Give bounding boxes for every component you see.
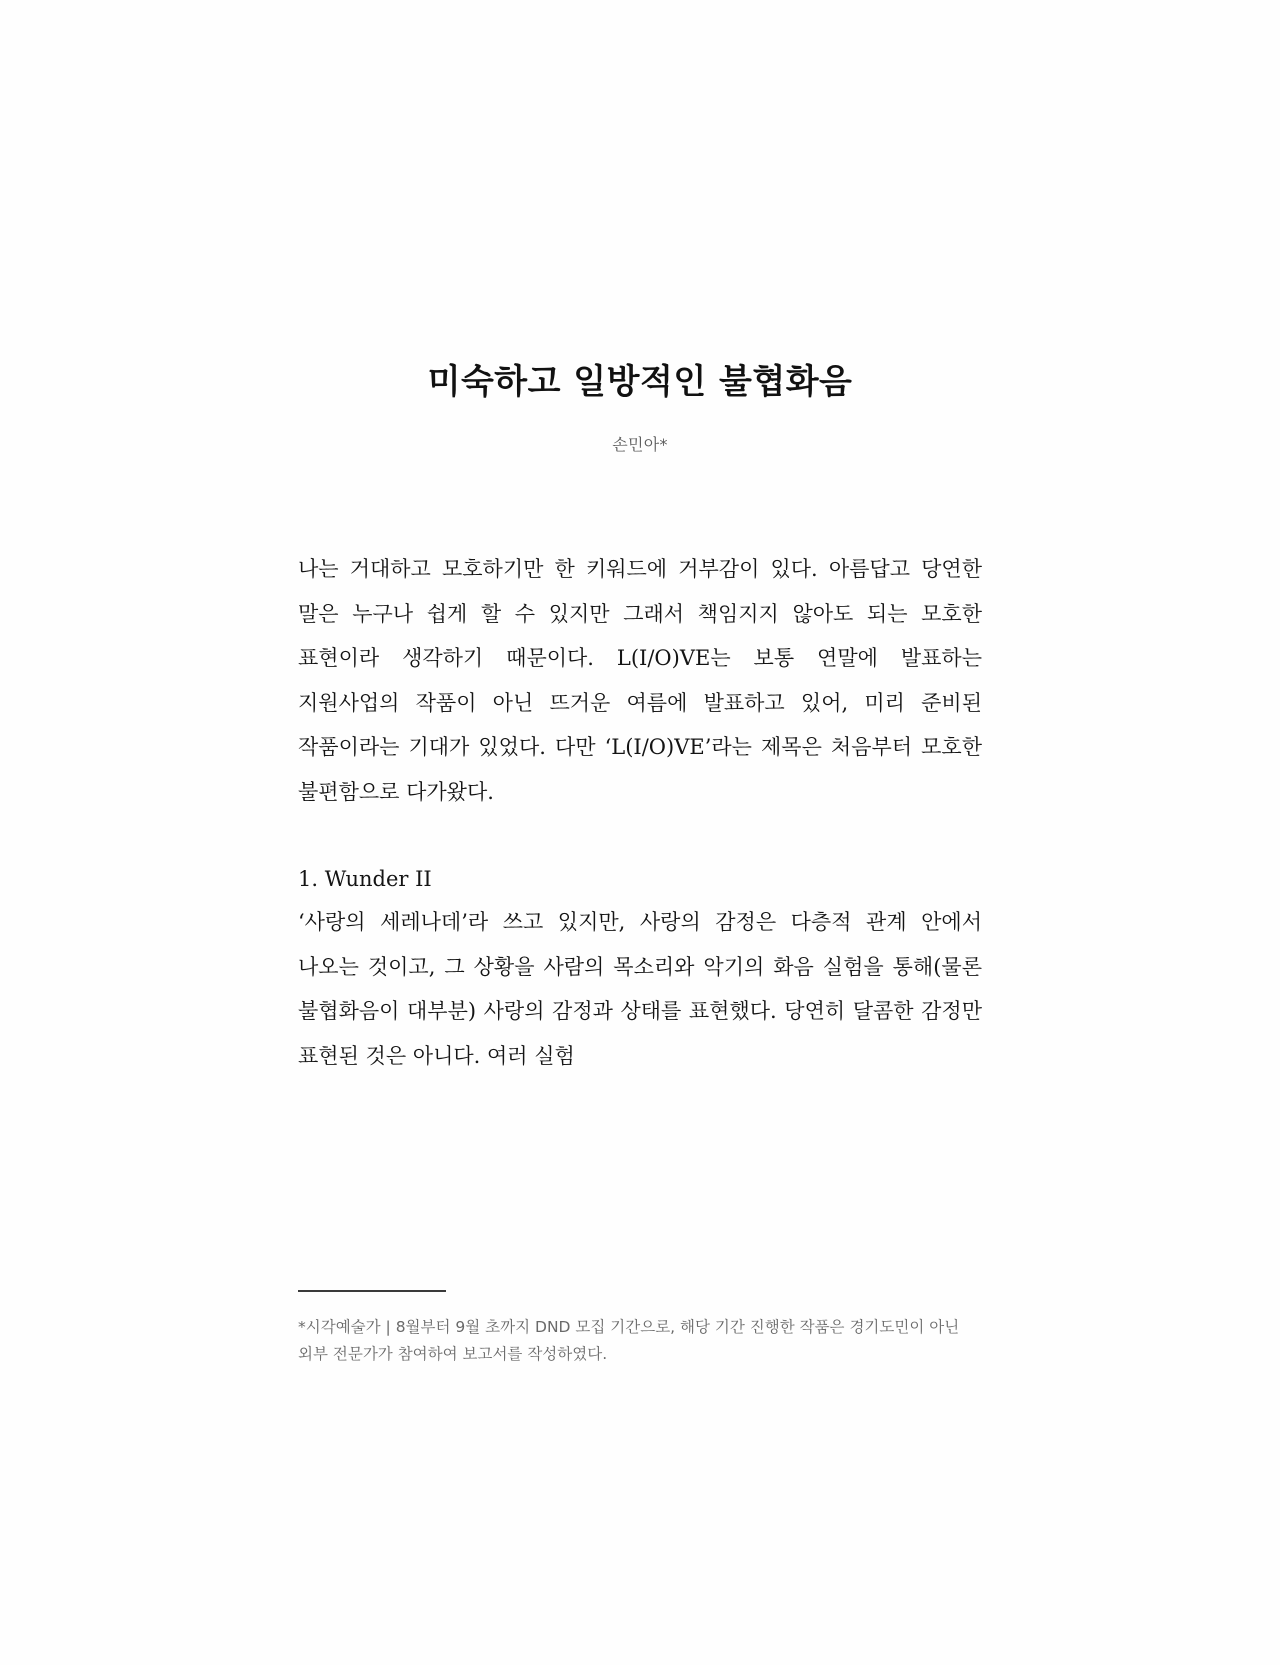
- footnote-area: [298, 1290, 982, 1368]
- paragraph-spacer: [298, 814, 982, 860]
- body-text: [298, 547, 982, 1078]
- author-byline: 손민아*: [612, 435, 668, 455]
- page-title: 미숙하고 일방적인 불협화음: [427, 362, 853, 402]
- document-content: [298, 0, 982, 1078]
- paragraph-section-1: ‘사랑의 세레나데’라 쓰고 있지만, 사랑의 감정은 다층적 관계 안에서 나오는 것이고, 그 상황을 사람의 목소리와 악기의 화음 실험을 통해(물론 불협화음이 대부분) 사랑의 감정과 상태를 표현했다. 당연히 달콤한 감정만 표현된 것은 아니다. 여러 실험: [298, 910, 982, 1068]
- paragraph-intro: 나는 거대하고 모호하기만 한 키워드에 거부감이 있다. 아름답고 당연한 말은 누구나 쉽게 할 수 있지만 그래서 책임지지 않아도 되는 모호한 표현이라 생각하기 때문이다. L(I/O)VE는 보통 연말에 발표하는 지원사업의 작품이 아닌 뜨거운 여름에 발표하고 있어, 미리 준비된 작품이라는 기대가 있었다. 다만 ‘L(I/O)VE’라는 제목은 처음부터 모호한 불편함으로 다가왔다.: [298, 557, 982, 804]
- footnote-text: *시각예술가 | 8월부터 9월 초까지 DND 모집 기간으로, 해당 기간 진행한 작품은 경기도민이 아닌 외부 전문가가 참여하여 보고서를 작성하였다.: [298, 1318, 960, 1364]
- footnote-divider: [298, 1290, 446, 1292]
- section-heading-wunder-ii: 1. Wunder II: [298, 867, 432, 892]
